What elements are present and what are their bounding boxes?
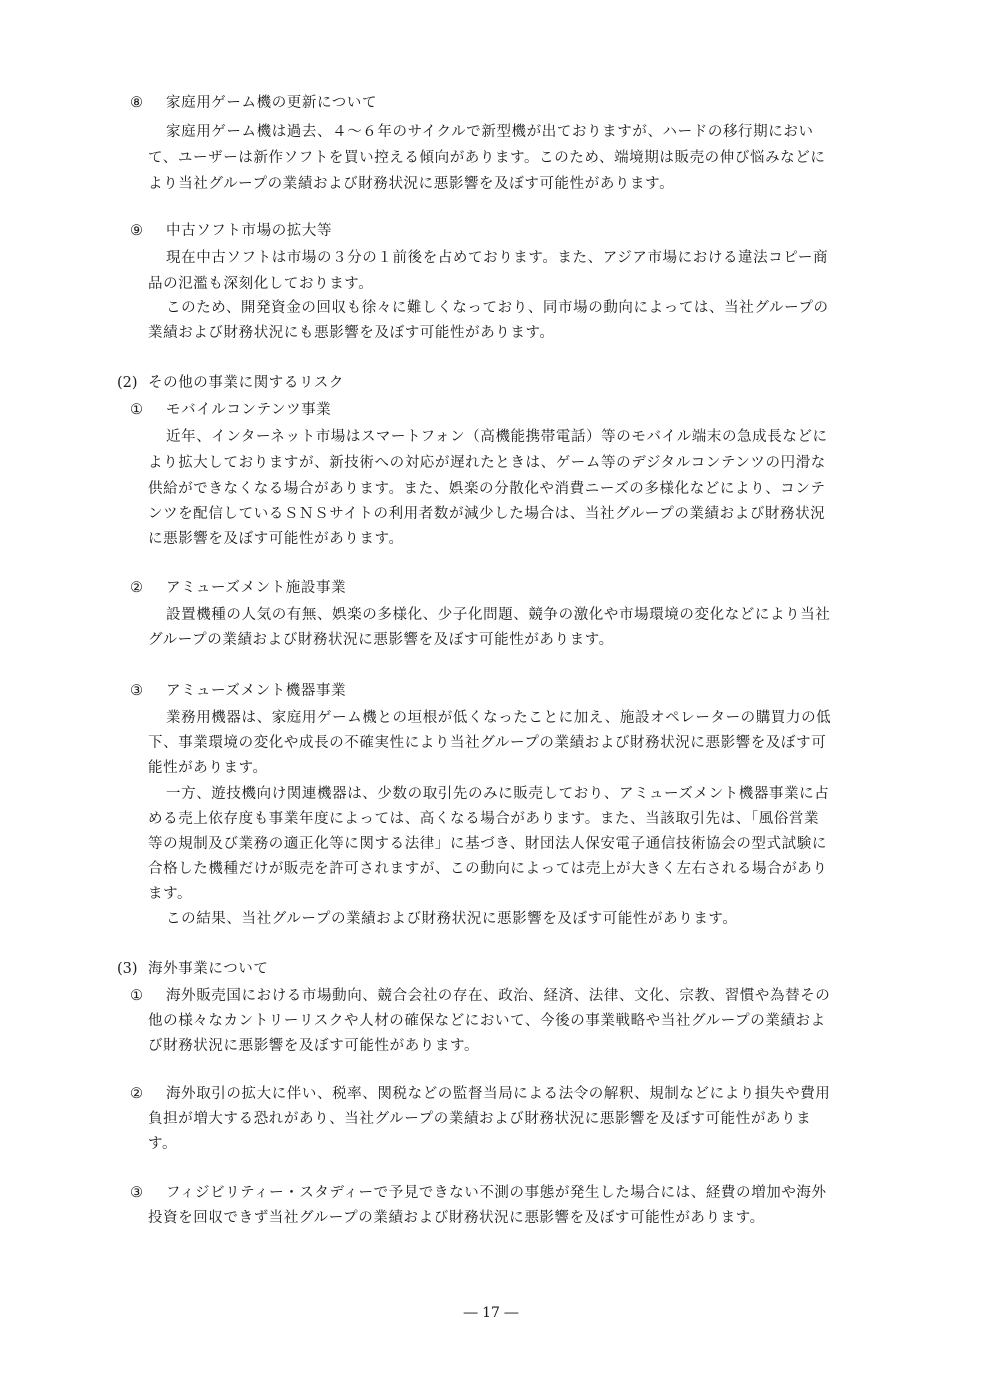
- page-number: ― 17 ―: [463, 1305, 519, 1321]
- paragraph-line: す。: [148, 1136, 178, 1152]
- paragraph-line: 供給ができなくなる場合があります。また、娯楽の分散化や消費ニーズの多様化などにより、コンテ: [148, 481, 826, 497]
- part-heading: その他の事業に関するリスク: [148, 375, 345, 391]
- item-number: ⑧: [130, 95, 143, 111]
- paragraph-line: 一方、遊技機向け関連機器は、少数の取引先のみに販売しており、アミューズメント機器事業に占: [166, 786, 830, 802]
- item-number: ①: [130, 988, 143, 1004]
- section-heading: アミューズメント機器事業: [166, 683, 347, 699]
- paragraph-line: 他の様々なカントリーリスクや人材の確保などにおいて、今後の事業戦略や当社グループの業績およ: [148, 1013, 826, 1029]
- paragraph-line: より拡大しておりますが、新技術への対応が遅れたときは、ゲーム等のデジタルコンテンツの円滑な: [148, 455, 826, 471]
- part-heading: 海外事業について: [148, 961, 269, 977]
- item-number: ⑨: [130, 223, 143, 239]
- paragraph-line: 等の規制及び業務の適正化等に関する法律」に基づき、財団法人保安電子通信技術協会の型式試験に: [148, 836, 827, 852]
- section-heading: 中古ソフト市場の拡大等: [166, 223, 333, 239]
- part-number: (2): [117, 375, 138, 391]
- item-number: ②: [130, 580, 143, 596]
- paragraph-line: 負担が増大する恐れがあり、当社グループの業績および財務状況に悪影響を及ぼす可能性がありま: [148, 1111, 812, 1127]
- paragraph-line: 下、事業環境の変化や成長の不確実性により当社グループの業績および財務状況に悪影響を及ぼす可: [148, 735, 827, 751]
- item-number: ①: [130, 402, 143, 418]
- paragraph-line: 能性があります。: [148, 760, 268, 776]
- paragraph-line: 品の氾濫も深刻化しております。: [148, 276, 374, 292]
- paragraph-line: 業績および財務状況にも悪影響を及ぼす可能性があります。: [148, 325, 555, 341]
- paragraph-line: に悪影響を及ぼす可能性があります。: [148, 531, 404, 547]
- paragraph-line: て、ユーザーは新作ソフトを買い控える傾向があります。このため、端境期は販売の伸び悩みなどに: [148, 150, 826, 166]
- paragraph-line: 合格した機種だけが販売を許可されますが、この動向によっては売上が大きく左右される場合があり: [148, 861, 828, 877]
- paragraph-line: フィジビリティー・スタディーで予見できない不測の事態が発生した場合には、経費の増加や海外: [166, 1185, 827, 1201]
- paragraph-line: ンツを配信しているＳＮＳサイトの利用者数が減少した場合は、当社グループの業績および財務状況: [148, 506, 826, 522]
- paragraph-line: より当社グループの業績および財務状況に悪影響を及ぼす可能性があります。: [148, 176, 675, 192]
- paragraph-line: このため、開発資金の回収も徐々に難しくなっており、同市場の動向によっては、当社グループの: [166, 300, 829, 316]
- paragraph-line: この結果、当社グループの業績および財務状況に悪影響を及ぼす可能性があります。: [166, 911, 738, 927]
- section-heading: モバイルコンテンツ事業: [166, 402, 332, 418]
- item-number: ②: [130, 1086, 143, 1102]
- item-number: ③: [130, 1185, 143, 1201]
- part-number: (3): [117, 961, 138, 977]
- paragraph-line: める売上依存度も事業年度によっては、高くなる場合があります。また、当該取引先は、「風俗営業: [148, 811, 820, 827]
- item-number: ③: [130, 683, 143, 699]
- paragraph-line: 業務用機器は、家庭用ゲーム機との垣根が低くなったことに加え、施設オペレーターの購買力の低: [166, 710, 832, 726]
- section-heading: 家庭用ゲーム機の更新について: [166, 95, 378, 111]
- paragraph-line: 近年、インターネット市場はスマートフォン（高機能携帯電話）等のモバイル端末の急成長などに: [166, 429, 828, 445]
- paragraph-line: 海外販売国における市場動向、競合会社の存在、政治、経済、法律、文化、宗教、習慣や為替その: [166, 988, 831, 1004]
- paragraph-line: び財務状況に悪影響を及ぼす可能性があります。: [148, 1038, 480, 1054]
- paragraph-line: 海外取引の拡大に伴い、税率、関税などの監督当局による法令の解釈、規制などにより損失や費用: [166, 1086, 831, 1102]
- paragraph-line: 現在中古ソフトは市場の３分の１前後を占めております。また、アジア市場における違法コピー商: [166, 250, 829, 266]
- paragraph-line: 設置機種の人気の有無、娯楽の多様化、少子化問題、競争の激化や市場環境の変化などにより当社: [166, 607, 831, 623]
- paragraph-line: ます。: [148, 886, 193, 902]
- paragraph-line: 家庭用ゲーム機は過去、４～６年のサイクルで新型機が出ておりますが、ハードの移行期におい: [166, 124, 814, 140]
- paragraph-line: グループの業績および財務状況に悪影響を及ぼす可能性があります。: [148, 632, 614, 648]
- section-heading: アミューズメント施設事業: [166, 580, 347, 596]
- paragraph-line: 投資を回収できず当社グループの業績および財務状況に悪影響を及ぼす可能性があります。: [148, 1210, 765, 1226]
